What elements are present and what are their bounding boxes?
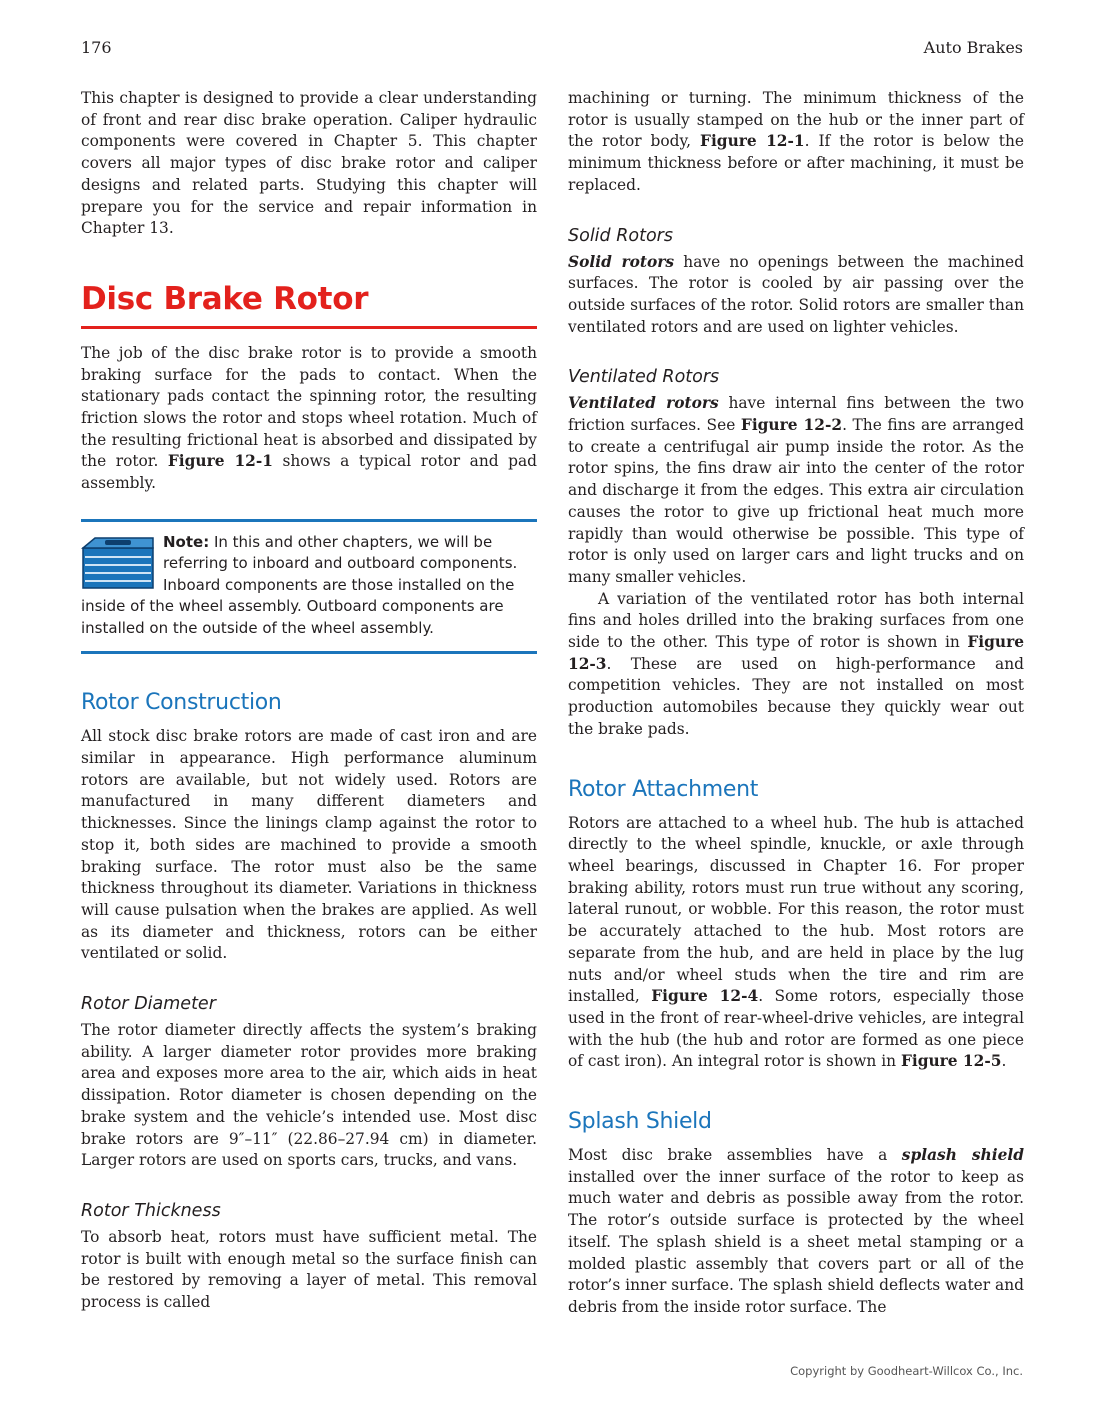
figure-ref: Figure 12-3 — [568, 633, 1024, 673]
key-term: Ventilated rotors — [568, 394, 719, 413]
heading-rotor-diameter: Rotor Diameter — [81, 994, 216, 1015]
heading-ventilated-rotors: Ventilated Rotors — [568, 367, 720, 388]
copyright-footer: Copyright by Goodheart-Willcox Co., Inc. — [790, 1364, 1023, 1378]
page-number: 176 — [81, 38, 112, 57]
continued-paragraph: machining or turning. The minimum thickness of the rotor is usually stamped on the hub or the inner part of the rotor body, Figure 12-1. If the rotor is below the minimum thickness before or after machining, it must be replaced. — [568, 89, 1025, 194]
figure-ref: Figure 12-4 — [651, 987, 759, 1006]
note-label: Note: — [163, 532, 210, 551]
heading-rotor-attachment: Rotor Attachment — [568, 776, 759, 802]
rotor-diameter-paragraph: The rotor diameter directly affects the system’s braking ability. A larger diameter rotor provides more braking area and exposes more area to the air, which aids in heat dissipation. Rotor diameter is chosen depending on the brake system and the vehicle’s intended use. Most disc brake rotors are 9″–11″ (22.86–27.94 cm) in diameter. Larger rotors are used on sports cars, trucks, and vans. — [81, 1021, 537, 1170]
figure-ref: Figure 12-5 — [900, 1052, 1002, 1071]
toolbox-icon — [81, 536, 155, 590]
heading-rotor-construction: Rotor Construction — [81, 690, 282, 716]
note-text: In this and other chapters, we will be referring to inboard and outboard components. Inboard components are those installed on the inside of the wheel assembly. Outboard components are installed on the outside of the wheel assembly. — [81, 532, 518, 637]
ventilated-rotors-paragraph-2: A variation of the ventilated rotor has both internal fins and holes drilled into the braking surfaces from one side to the other. This type of rotor is shown in Figure 12-3. These are used on high-performance and competition vehicles. They are not installed on most production automobiles because they quickly wear out the brake pads. — [568, 589, 1024, 738]
rotor-job-paragraph: The job of the disc brake rotor is to provide a smooth braking surface for the pads to contact. When the stationary pads contact the spinning rotor, the resulting friction slows the rotor and stops wheel rotation. Much of the resulting frictional heat is absorbed and dissipated by the rotor. Figure 12-1 shows a typical rotor and pad assembly. — [81, 343, 537, 493]
ventilated-rotors-paragraph: Ventilated rotors have internal fins between the two friction surfaces. See Figure 12-2. The fins are arranged to create a centrifugal air pump inside the rotor. As the rotor spins, the fins draw air into the center of the rotor and discharge it from the edges. This extra air circulation causes the rotor to give up frictional heat much more rapidly than would otherwise be possible. This type of rotor is only used on larger cars and light trucks and on many smaller vehicles. — [568, 394, 1025, 586]
note-box — [81, 519, 537, 655]
figure-ref: Figure 12-2 — [740, 416, 843, 435]
splash-shield-paragraph: Most disc brake assemblies have a splash shield installed over the inner surface of the rotor to keep as much water and debris as possible away from the rotor. The rotor’s outside surface is protected by the wheel itself. The splash shield is a sheet metal stamping or a molded plastic assembly that covers part or all of the rotor’s inner surface. The splash shield deflects water and debris from the inside rotor surface. The — [568, 1146, 1024, 1316]
figure-ref: Figure 12-1 — [700, 132, 805, 151]
left-column — [81, 88, 537, 1314]
key-term: splash shield — [901, 1146, 1024, 1165]
key-term: Solid rotors — [568, 252, 675, 271]
rotor-construction-paragraph: All stock disc brake rotors are made of cast iron and are similar in appearance. High performance aluminum rotors are available, but not widely used. Rotors are manufactured in many different diameters and thicknesses. Since the linings clamp against the rotor to stop it, both sides are machined to provide a smooth braking surface. The rotor must also be the same thickness throughout its diameter. Variations in thickness will cause pulsation when the brakes are applied. As well as its diameter and thickness, rotors can be either ventilated or solid. — [81, 727, 537, 963]
heading-splash-shield: Splash Shield — [568, 1109, 712, 1135]
right-column — [568, 88, 1024, 1319]
rotor-thickness-paragraph: To absorb heat, rotors must have sufficient metal. The rotor is built with enough metal so the surface finish can be restored by removing a layer of metal. This removal process is called — [81, 1228, 537, 1312]
running-head: Auto Brakes — [923, 38, 1023, 57]
solid-rotors-paragraph: Solid rotors have no openings between the machined surfaces. The rotor is cooled by air passing over the outside surfaces of the rotor. Solid rotors are smaller than ventilated rotors and are used on lighter vehicles. — [568, 252, 1024, 336]
heading-rotor-thickness: Rotor Thickness — [81, 1201, 221, 1221]
intro-paragraph: This chapter is designed to provide a clear understanding of front and rear disc brake operation. Caliper hydraulic components were covered in Chapter 5. This chapter covers all major types of disc brake rotor and caliper designs and related parts. Studying this chapter will prepare you for the service and repair information in Chapter 13. — [81, 89, 537, 238]
rotor-attachment-paragraph: Rotors are attached to a wheel hub. The hub is attached directly to the wheel spindle, knuckle, or axle through wheel bearings, discussed in Chapter 16. For proper braking ability, rotors must run true without any scoring, lateral runout, or wobble. For this reason, the rotor must be accurately attached to the hub. Most rotors are separate from the hub, and are held in place by the lug nuts and/or wheel studs when the tire and rim are installed, Figure 12-4. Some rotors, especially those used in the front of rear-wheel-drive vehicles, are integral with the hub (the hub and rotor are formed as one piece of cast iron). An integral rotor is shown in Figure 12-5. — [568, 813, 1025, 1071]
section-title: Disc Brake Rotor — [81, 280, 537, 329]
figure-ref: Figure 12-1 — [167, 452, 273, 471]
heading-solid-rotors: Solid Rotors — [568, 225, 673, 246]
